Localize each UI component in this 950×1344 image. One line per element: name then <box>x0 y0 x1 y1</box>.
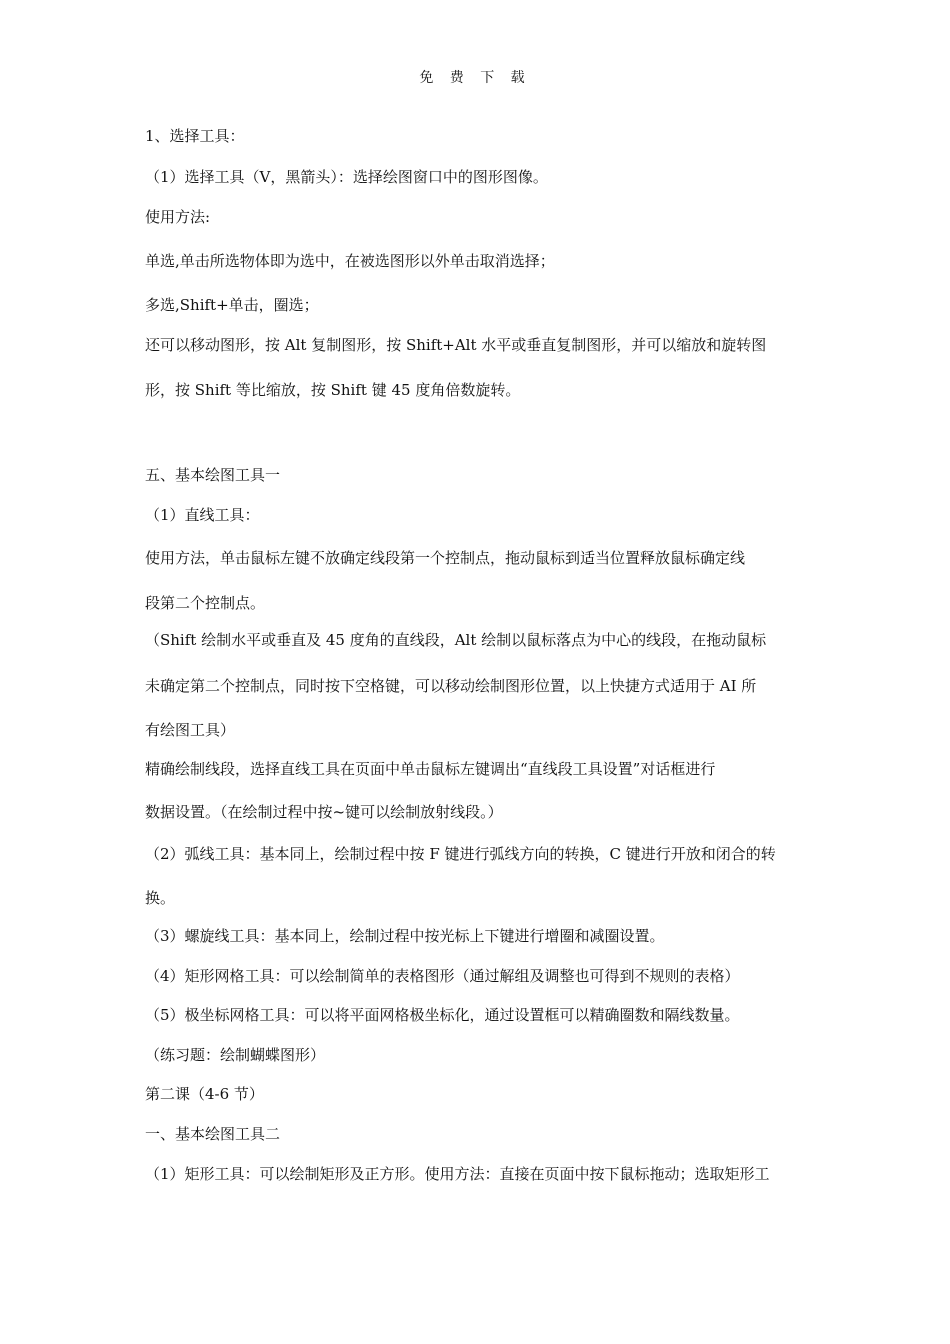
text-line: 换。 <box>145 889 176 907</box>
text-line: （练习题：绘制蝴蝶图形） <box>145 1046 326 1064</box>
text-line: 单选,单击所选物体即为选中，在被选图形以外单击取消选择； <box>145 252 555 270</box>
text-line: 多选,Shift+单击，圈选； <box>145 296 319 314</box>
text-line: 未确定第二个控制点，同时按下空格键，可以移动绘制图形位置，以上快捷方式适用于 AI 所 <box>145 677 757 695</box>
section-heading: 五、基本绘图工具一 <box>145 466 281 484</box>
text-line: 使用方法，单击鼠标左键不放确定线段第一个控制点，拖动鼠标到适当位置释放鼠标确定线 <box>145 549 746 567</box>
text-line: 精确绘制线段，选择直线工具在页面中单击鼠标左键调出“直线段工具设置”对话框进行 <box>145 760 716 778</box>
text-line: 有绘图工具） <box>145 721 236 739</box>
text-line: （4）矩形网格工具：可以绘制简单的表格图形（通过解组及调整也可得到不规则的表格） <box>145 967 740 985</box>
text-line: （1）直线工具： <box>145 506 260 524</box>
text-line: 1、选择工具： <box>145 127 245 145</box>
text-line: 数据设置。（在绘制过程中按~键可以绘制放射线段。） <box>145 803 503 821</box>
page-header: 免 费 下 载 <box>419 70 531 86</box>
text-line: 使用方法: <box>145 208 211 226</box>
text-line: （2）弧线工具：基本同上，绘制过程中按 F 键进行弧线方向的转换，C 键进行开放和闭合的转 <box>145 845 776 863</box>
section-heading: 第二课（4-6 节） <box>145 1085 264 1103</box>
section-heading: 一、基本绘图工具二 <box>145 1125 281 1143</box>
text-line: 还可以移动图形，按 Alt 复制图形，按 Shift+Alt 水平或垂直复制图形，并可以缩放和旋转图 <box>145 336 767 354</box>
text-line: （5）极坐标网格工具：可以将平面网格极坐标化，通过设置框可以精确圈数和隔线数量。 <box>145 1006 740 1024</box>
text-line: （Shift 绘制水平或垂直及 45 度角的直线段，Alt 绘制以鼠标落点为中心的线段，在拖动鼠标 <box>145 631 767 649</box>
text-line: （1）矩形工具：可以绘制矩形及正方形。使用方法：直接在页面中按下鼠标拖动；选取矩形工 <box>145 1165 770 1183</box>
text-line: （1）选择工具（V，黑箭头）：选择绘图窗口中的图形图像。 <box>145 168 548 186</box>
text-line: 段第二个控制点。 <box>145 594 266 612</box>
text-line: （3）螺旋线工具：基本同上，绘制过程中按光标上下键进行增圈和减圈设置。 <box>145 927 665 945</box>
text-line: 形，按 Shift 等比缩放，按 Shift 键 45 度角倍数旋转。 <box>145 381 521 399</box>
